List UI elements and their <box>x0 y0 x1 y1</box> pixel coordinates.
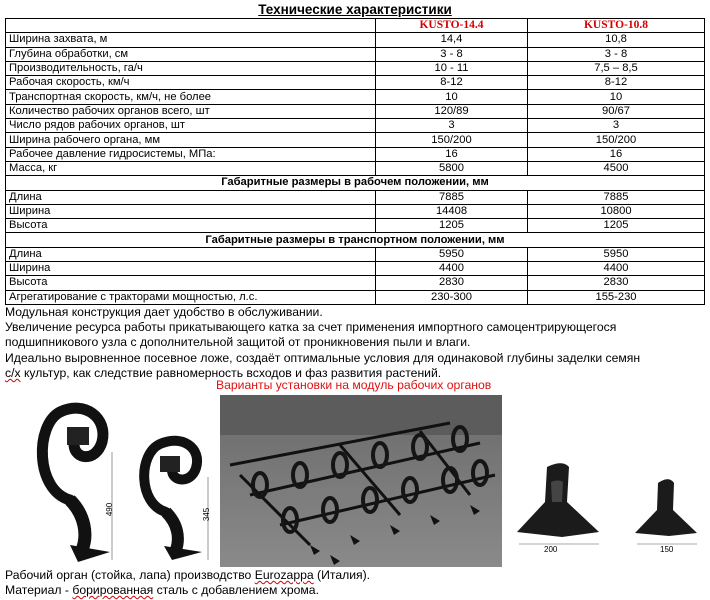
table-row <box>6 190 705 204</box>
para-modular: Модульная конструкция дает удобство в обслуживании. <box>5 305 323 319</box>
header-cell-kusto-10-8: KUSTO-10.8 <box>528 19 705 33</box>
row-value-kusto-14-4: 230-300 <box>376 290 528 304</box>
para-seedbed-1: Идеально выровненное посевное ложе, создаёт оптимальные условия для одинаковой глубины заделки семян <box>5 351 641 365</box>
table-row <box>6 204 705 218</box>
row-label: Глубина обработки, см <box>6 47 376 61</box>
dim-label-200: 200 <box>544 545 558 554</box>
dim-label-345: 345 <box>202 507 212 522</box>
sweep-200-image <box>507 462 607 557</box>
dim-label-150: 150 <box>660 545 674 554</box>
dim-label-490: 490 <box>105 502 115 517</box>
row-value-kusto-14-4: 14,4 <box>376 33 528 47</box>
row-value-kusto-10-8: 10,8 <box>528 33 705 47</box>
page-title: Технические характеристики <box>258 2 452 17</box>
row-value-kusto-10-8: 10800 <box>528 204 705 218</box>
row-value-kusto-10-8: 90/67 <box>528 104 705 118</box>
table-row <box>6 119 705 133</box>
table-row <box>6 247 705 261</box>
table-row <box>6 61 705 75</box>
row-label: Ширина рабочего органа, мм <box>6 133 376 147</box>
table-row <box>6 90 705 104</box>
table-row <box>6 47 705 61</box>
row-value-kusto-14-4: 4400 <box>376 262 528 276</box>
section-title: Габаритные размеры в транспортном положении, мм <box>6 233 705 247</box>
row-value-kusto-14-4: 10 - 11 <box>376 61 528 75</box>
row-label: Ширина <box>6 262 376 276</box>
row-label: Рабочее давление гидросистемы, МПа: <box>6 147 376 161</box>
section-title: Габаритные размеры в рабочем положении, мм <box>6 176 705 190</box>
spell-mark: Eurozappa <box>254 568 314 582</box>
table-row <box>6 290 705 304</box>
table-row <box>6 219 705 233</box>
row-value-kusto-10-8: 4500 <box>528 161 705 175</box>
spell-mark: с/х <box>5 366 21 380</box>
row-value-kusto-10-8: 8-12 <box>528 76 705 90</box>
section-row <box>6 233 705 247</box>
section-row <box>6 176 705 190</box>
footer-line-2: Материал - борированная сталь с добавлением хрома. <box>5 583 319 597</box>
row-label: Длина <box>6 247 376 261</box>
row-value-kusto-10-8: 150/200 <box>528 133 705 147</box>
row-value-kusto-10-8: 155-230 <box>528 290 705 304</box>
row-value-kusto-10-8: 16 <box>528 147 705 161</box>
row-value-kusto-14-4: 2830 <box>376 276 528 290</box>
row-value-kusto-10-8: 4400 <box>528 262 705 276</box>
row-label: Высота <box>6 219 376 233</box>
row-value-kusto-14-4: 16 <box>376 147 528 161</box>
row-label: Агрегатирование с тракторами мощностью, л.с. <box>6 290 376 304</box>
row-value-kusto-10-8: 5950 <box>528 247 705 261</box>
row-value-kusto-14-4: 3 - 8 <box>376 47 528 61</box>
shank-small-image <box>130 432 215 562</box>
table-header-row <box>6 19 705 33</box>
row-label: Длина <box>6 190 376 204</box>
row-value-kusto-14-4: 8-12 <box>376 76 528 90</box>
row-label: Ширина <box>6 204 376 218</box>
para-seedbed-2: с/х культур, как следствие равномерность всходов и фаз развития растений. <box>5 366 442 380</box>
sweep-150-image <box>625 478 705 553</box>
row-label: Ширина захвата, м <box>6 33 376 47</box>
row-label: Рабочая скорость, км/ч <box>6 76 376 90</box>
module-photo <box>220 395 502 567</box>
table-row <box>6 276 705 290</box>
table-row <box>6 133 705 147</box>
row-value-kusto-10-8: 10 <box>528 90 705 104</box>
row-value-kusto-10-8: 3 - 8 <box>528 47 705 61</box>
table-row <box>6 76 705 90</box>
row-label: Масса, кг <box>6 161 376 175</box>
variants-caption: Варианты установки на модуль рабочих органов <box>216 378 492 392</box>
row-value-kusto-10-8: 1205 <box>528 219 705 233</box>
row-label: Высота <box>6 276 376 290</box>
table-row <box>6 33 705 47</box>
row-value-kusto-14-4: 5800 <box>376 161 528 175</box>
row-value-kusto-14-4: 120/89 <box>376 104 528 118</box>
spec-table <box>5 18 705 305</box>
row-value-kusto-14-4: 150/200 <box>376 133 528 147</box>
header-cell <box>6 19 376 33</box>
spell-mark: борированная <box>72 583 154 597</box>
row-value-kusto-14-4: 14408 <box>376 204 528 218</box>
shank-large-image <box>30 400 120 565</box>
row-value-kusto-10-8: 3 <box>528 119 705 133</box>
table-row <box>6 147 705 161</box>
table-row <box>6 161 705 175</box>
row-value-kusto-14-4: 7885 <box>376 190 528 204</box>
table-row <box>6 104 705 118</box>
row-value-kusto-14-4: 10 <box>376 90 528 104</box>
header-cell-kusto-14-4: KUSTO-14.4 <box>376 19 528 33</box>
row-value-kusto-10-8: 2830 <box>528 276 705 290</box>
row-label: Количество рабочих органов всего, шт <box>6 104 376 118</box>
row-value-kusto-14-4: 5950 <box>376 247 528 261</box>
para-resource-1: Увеличение ресурса работы прикатывающего катка за счет применения импортного самоцентрирующегося <box>5 320 617 334</box>
row-label: Число рядов рабочих органов, шт <box>6 119 376 133</box>
para-resource-2: подшипникового узла с дополнительной защитой от проникновения пыли и влаги. <box>5 335 471 349</box>
row-label: Производительность, га/ч <box>6 61 376 75</box>
row-label: Транспортная скорость, км/ч, не более <box>6 90 376 104</box>
table-row <box>6 262 705 276</box>
row-value-kusto-14-4: 3 <box>376 119 528 133</box>
row-value-kusto-10-8: 7885 <box>528 190 705 204</box>
row-value-kusto-10-8: 7,5 – 8,5 <box>528 61 705 75</box>
footer-line-1: Рабочий орган (стойка, лапа) производство Eurozappa (Италия). <box>5 568 371 582</box>
row-value-kusto-14-4: 1205 <box>376 219 528 233</box>
